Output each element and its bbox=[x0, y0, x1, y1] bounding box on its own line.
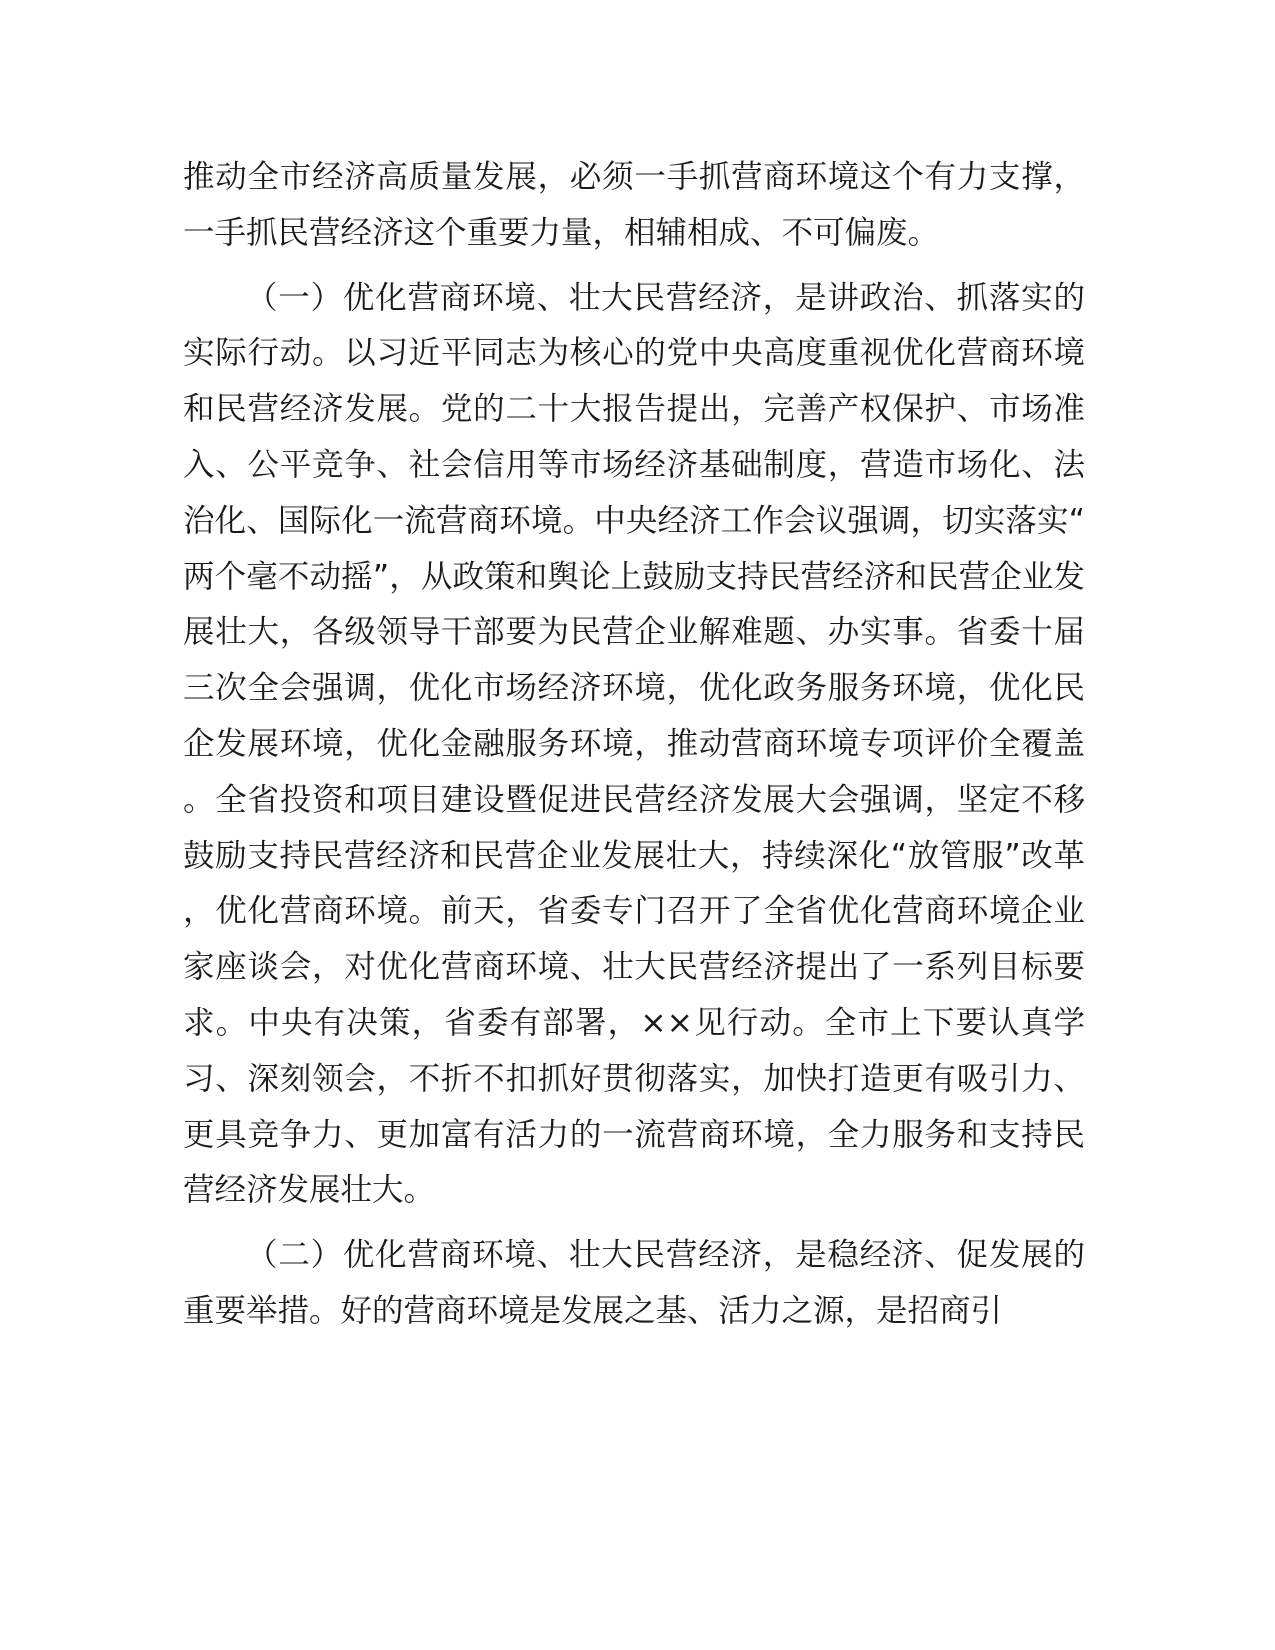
paragraph-section-two: （二）优化营商环境、壮大民营经济，是稳经济、促发展的重要举措。好的营商环境是发展之基、活力之源，是招商引 bbox=[183, 1237, 1085, 1329]
paragraph-continuation: 推动全市经济高质量发展，必须一手抓营商环境这个有力支撑，一手抓民营经济这个重要力量，相辅相成、不可偏废。 bbox=[183, 159, 1085, 251]
document-body bbox=[183, 150, 1085, 1340]
paragraph-section-one: （一）优化营商环境、壮大民营经济，是讲政治、抓落实的实际行动。以习近平同志为核心的党中央高度重视优化营商环境和民营经济发展。党的二十大报告提出，完善产权保护、市场准入、公平竞争、社会信用等市场经济基础制度，营造市场化、法治化、国际化一流营商环境。中央经济工作会议强调，切实落实“两个毫不动摇”，从政策和舆论上鼓励支持民营经济和民营企业发展壮大，各级领导干部要为民营企业解难题、办实事。省委十届三次全会强调，优化市场经济环境，优化政务服务环境，优化民企发展环境，优化金融服务环境，推动营商环境专项评价全覆盖。全省投资和项目建设暨促进民营经济发展大会强调，坚定不移鼓励支持民营经济和民营企业发展壮大，持续深化“放管服”改革，优化营商环境。前天，省委专门召开了全省优化营商环境企业家座谈会，对优化营商环境、壮大民营经济提出了一系列目标要求。中央有决策，省委有部署，××见行动。全市上下要认真学习、深刻领会，不折不扣抓好贯彻落实，加快打造更有吸引力、更具竞争力、更加富有活力的一流营商环境，全力服务和支持民营经济发展壮大。 bbox=[183, 279, 1085, 1209]
